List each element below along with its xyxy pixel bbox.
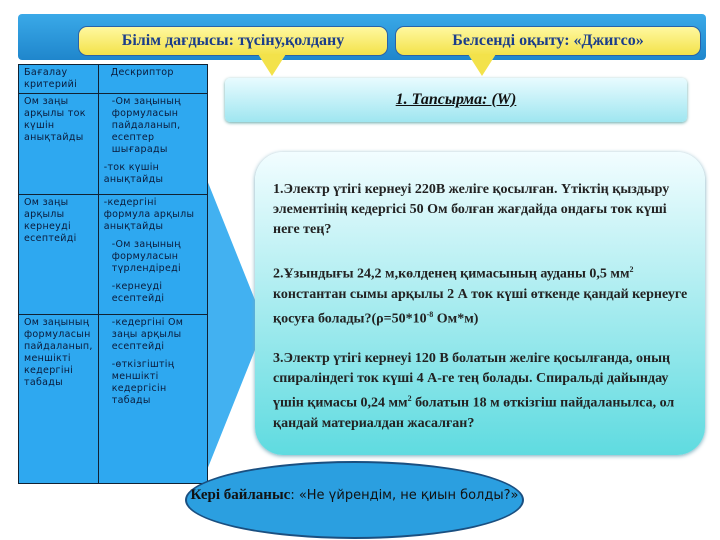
task-title-box bbox=[225, 78, 687, 122]
descriptor-cell: -Ом заңының формуласын пайдаланып, есептер шығарады -ток күшін анықтайды bbox=[98, 94, 207, 195]
question-3: 3.Электр үтігі кернеуі 120 В болатын желіге қосылғанда, оның спиралiндегі ток күші 4 А-ге тең болады. Спиральді дайындау үшін қимасы 0,24 $мм^2$ болатын 18 м өткізгіш пайдаланылса, ол қандай материалдан жасалған? bbox=[273, 351, 675, 431]
feedback-ellipse bbox=[185, 461, 524, 539]
question-2: 2.Ұзындығы 24,2 м,көлденең қимасының ауданы 0,5 $мм^2$ константан сымы арқылы 2 А ток күші өткенде қандай кернеуге қосуға $болады?(\rho=50*10^{-8}$ Ом*м) bbox=[273, 265, 688, 327]
task-title: 1. Тапсырма: (W) bbox=[395, 91, 517, 108]
feedback-text: : «Не үйрендім, не қиын болды?» bbox=[290, 488, 519, 503]
table-row bbox=[19, 195, 208, 315]
method-label: Белсенді оқыту: «Джигсо» bbox=[452, 32, 644, 49]
callout-tail bbox=[468, 54, 496, 76]
method-callout bbox=[395, 26, 701, 56]
table-row bbox=[19, 94, 208, 195]
task-card bbox=[255, 152, 705, 455]
criterion-cell: Ом заңы арқылы ток күшін анықтайды bbox=[19, 94, 99, 195]
feedback-label: Кері байланыс bbox=[190, 487, 291, 503]
criterion-cell: Ом заңының формуласын пайдаланып, меншікті кедергіні табады bbox=[19, 315, 99, 484]
skill-label: Білім дағдысы: түсіну,қолдану bbox=[121, 32, 345, 49]
callout-tail bbox=[258, 54, 286, 76]
assessment-table bbox=[18, 64, 208, 484]
table-header: Бағалау критерийі bbox=[19, 65, 99, 94]
question-1: 1.Электр үтігі кернеуі 220В желіге қосылған. Үтіктің қыздыру элементінің кедергісі 50 Ом болған жағдайда ондағы ток күші неге тең? bbox=[273, 182, 670, 237]
criterion-cell: Ом заңы арқылы кернеуді есептейді bbox=[19, 195, 99, 315]
table-header: Дескриптор bbox=[98, 65, 207, 94]
descriptor-cell: -кедергіні Ом заңы арқылы есептейді -өткізгіштің меншікті кедергісін табады bbox=[98, 315, 207, 484]
descriptor-cell: -кедергіні формула арқылы анықтайды -Ом заңының формуласын түрлендіреді -кернеуді есептейді bbox=[98, 195, 207, 315]
skill-callout bbox=[78, 26, 388, 56]
table-row bbox=[19, 315, 208, 484]
